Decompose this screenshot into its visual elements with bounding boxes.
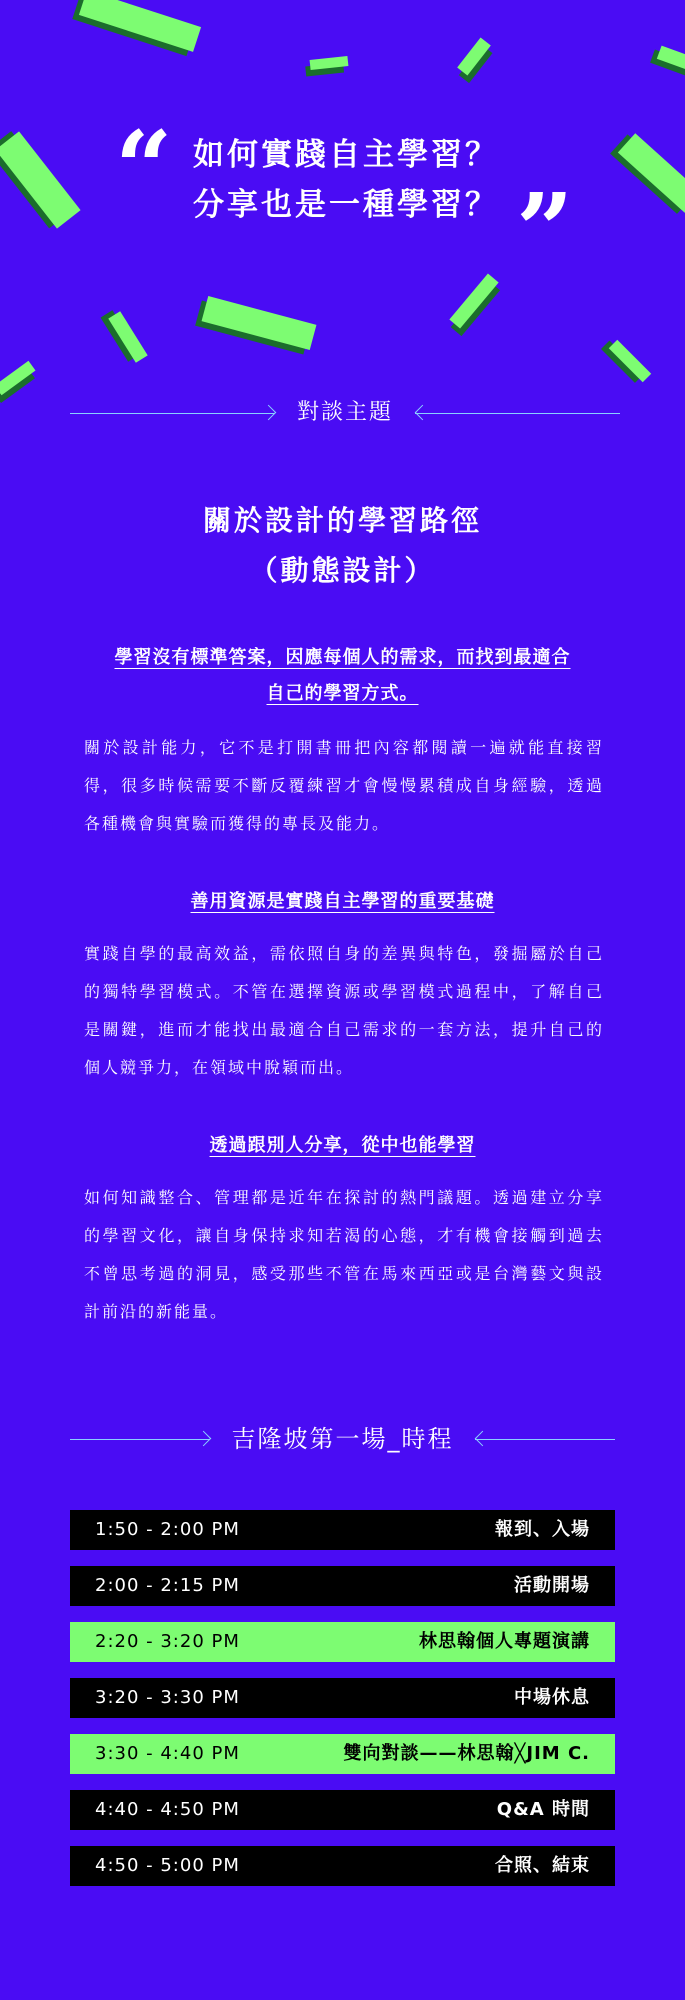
schedule-row [70, 1734, 615, 1774]
section-body: 實踐自學的最高效益，需依照自身的差異與特色，發掘屬於自己的獨特學習模式。不管在選擇資源或學習模式過程中，了解自己是關鍵，進而才能找出最適合自己需求的一套方法，提升自己的個人競爭力，在領域中脫穎而出。 [84, 944, 604, 1077]
schedule-time: 4:40 - 4:50 PM [95, 1799, 240, 1820]
schedule-row [70, 1510, 615, 1550]
schedule-row [70, 1678, 615, 1718]
schedule-divider-label: 吉隆坡第一場_時程 [231, 1425, 454, 1453]
divider-line-right [415, 413, 620, 414]
section-heading-line: 自己的學習方式。 [266, 683, 419, 704]
schedule-event: Q&A 時間 [496, 1799, 590, 1820]
section-heading [70, 640, 615, 712]
divider-line-left [70, 1439, 210, 1440]
section-heading-line: 學習沒有標準答案，因應每個人的需求，而找到最適合 [114, 647, 571, 668]
schedule-row [70, 1622, 615, 1662]
section-body: 如何知識整合、管理都是近年在探討的熱門議題。透過建立分享的學習文化，讓自身保持求知若渴的心態，才有機會接觸到過去不曾思考過的洞見，感受那些不管在馬來西亞或是台灣藝文與設計前沿的新能量。 [84, 1188, 604, 1321]
confetti-strip [310, 56, 349, 70]
arrow-right-icon [196, 1431, 212, 1447]
confetti-strip [0, 361, 36, 395]
confetti-strip [202, 296, 317, 350]
section-heading-line: 透過跟別人分享，從中也能學習 [209, 1135, 476, 1156]
schedule-time: 1:50 - 2:00 PM [95, 1519, 240, 1540]
confetti-strip [79, 0, 201, 52]
schedule-event: 中場休息 [514, 1687, 590, 1708]
divider-line-left [70, 413, 275, 414]
schedule-event: 合照、結束 [495, 1855, 590, 1876]
confetti-strip [609, 340, 651, 382]
hero-title [193, 130, 533, 230]
topic-divider-label: 對談主題 [296, 400, 393, 425]
section-heading [70, 1128, 615, 1164]
hero-title-line: 如何實踐自主學習？ [193, 137, 499, 173]
topic-title-line: 關於設計的學習路徑 [202, 504, 482, 537]
divider-line-right [475, 1439, 615, 1440]
schedule-row [70, 1846, 615, 1886]
confetti-strip [449, 274, 498, 329]
schedule-time: 2:20 - 3:20 PM [95, 1631, 240, 1652]
schedule-time: 3:20 - 3:30 PM [95, 1687, 240, 1708]
open-quote-icon: “ [115, 109, 173, 227]
topic-divider [70, 398, 620, 428]
schedule-event: 報到、入場 [495, 1519, 590, 1540]
confetti-strip [457, 38, 491, 76]
schedule-time: 4:50 - 5:00 PM [95, 1855, 240, 1876]
schedule-time: 3:30 - 4:40 PM [95, 1743, 240, 1764]
topic-title-line: （動態設計） [249, 554, 436, 587]
schedule-divider [70, 1424, 615, 1454]
schedule-event: 活動開場 [514, 1575, 590, 1596]
section-heading [70, 884, 615, 920]
confetti-strip [0, 131, 81, 228]
schedule-event: 林思翰個人專題演講 [419, 1631, 590, 1652]
close-quote-icon: ” [516, 171, 574, 289]
section-body: 關於設計能力，它不是打開書冊把內容都閱讀一遍就能直接習得，很多時候需要不斷反覆練習才會慢慢累積成自身經驗，透過各種機會與實驗而獲得的專長及能力。 [84, 738, 604, 833]
confetti-strip [618, 133, 685, 213]
schedule-event: 雙向對談——林思翰╳JIM C. [343, 1743, 590, 1764]
arrow-right-icon [261, 405, 277, 421]
schedule-time: 2:00 - 2:15 PM [95, 1575, 240, 1596]
schedule-row [70, 1566, 615, 1606]
confetti-strip [657, 46, 685, 73]
topic-title [0, 496, 685, 596]
schedule-row [70, 1790, 615, 1830]
hero-title-line: 分享也是一種學習？ [193, 187, 499, 223]
confetti-strip [108, 311, 147, 363]
section-heading-line: 善用資源是實踐自主學習的重要基礎 [190, 891, 495, 912]
